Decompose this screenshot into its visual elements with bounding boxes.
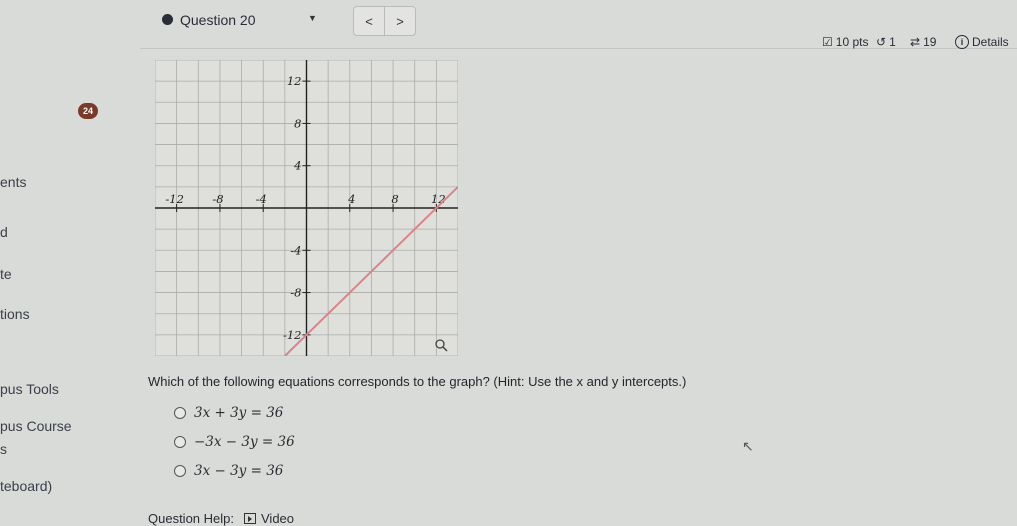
x-tick-label: -4: [255, 192, 267, 206]
attempts-count: 19: [923, 35, 937, 49]
mouse-cursor-icon: ↖: [742, 438, 754, 454]
answer-option-2[interactable]: [174, 434, 295, 450]
play-icon: [244, 513, 256, 524]
answer-option-1[interactable]: [174, 405, 283, 421]
details-link[interactable]: [955, 35, 1009, 49]
y-tick-label: 12: [286, 74, 302, 89]
y-tick-label: -12: [282, 327, 302, 342]
x-tick-label: 12: [431, 192, 446, 206]
course-sidebar: [0, 0, 140, 526]
radio-button[interactable]: [174, 407, 186, 419]
checkbox-icon: ☑: [822, 35, 833, 49]
retries-indicator: [876, 35, 896, 49]
sidebar-item-people[interactable]: te: [0, 266, 12, 282]
answer-option-1-label: 3x + 3y = 36: [194, 405, 284, 421]
notification-badge[interactable]: 24: [78, 103, 98, 119]
question-help-label: Question Help:: [148, 511, 234, 526]
info-icon: i: [955, 35, 969, 49]
retries-count: 1: [889, 35, 896, 49]
chevron-down-icon[interactable]: ▼: [308, 13, 317, 23]
answer-option-2-label: −3x − 3y = 36: [194, 434, 295, 450]
answer-option-3-label: 3x − 3y = 36: [194, 463, 284, 479]
y-tick-label: 8: [294, 116, 302, 131]
question-prompt: Which of the following equations corresponds to the graph? (Hint: Use the x and y intercepts.): [148, 374, 687, 389]
sidebar-item-s[interactable]: s: [0, 441, 7, 457]
video-help-button[interactable]: [244, 511, 294, 526]
y-tick-label: -4: [290, 243, 302, 258]
question-title[interactable]: Question 20: [180, 12, 256, 28]
previous-question-button[interactable]: <: [353, 6, 385, 36]
sidebar-item-assignments[interactable]: ents: [0, 174, 27, 190]
y-tick-label: 4: [294, 158, 302, 173]
question-status-dot: [162, 14, 173, 25]
details-label: Details: [972, 35, 1009, 49]
sidebar-item-campus-course[interactable]: pus Course: [0, 418, 72, 434]
points-label: 10 pts: [835, 35, 869, 49]
points-indicator: [822, 35, 868, 49]
y-tick-label: -8: [290, 285, 302, 300]
sidebar-item-grades[interactable]: d: [0, 224, 8, 240]
sidebar-item-discussions[interactable]: tions: [0, 306, 30, 322]
x-tick-label: 8: [391, 192, 399, 206]
x-tick-label: -12: [165, 192, 184, 206]
sidebar-item-whiteboard[interactable]: teboard): [0, 478, 53, 494]
coordinate-graph[interactable]: [155, 60, 458, 356]
undo-icon: ↺: [876, 35, 887, 49]
video-label: Video: [261, 511, 295, 526]
question-help: [148, 511, 294, 526]
radio-button[interactable]: [174, 436, 186, 448]
answer-option-3[interactable]: [174, 463, 283, 479]
question-header: [140, 4, 1017, 49]
x-tick-label: 4: [348, 192, 356, 206]
sidebar-item-campus-tools[interactable]: pus Tools: [0, 381, 59, 397]
refresh-icon: ⇄: [910, 35, 921, 49]
radio-button[interactable]: [174, 465, 186, 477]
next-question-button[interactable]: >: [384, 6, 416, 36]
attempts-indicator: [910, 35, 936, 49]
x-tick-label: -8: [212, 192, 224, 206]
question-text: [148, 374, 686, 389]
